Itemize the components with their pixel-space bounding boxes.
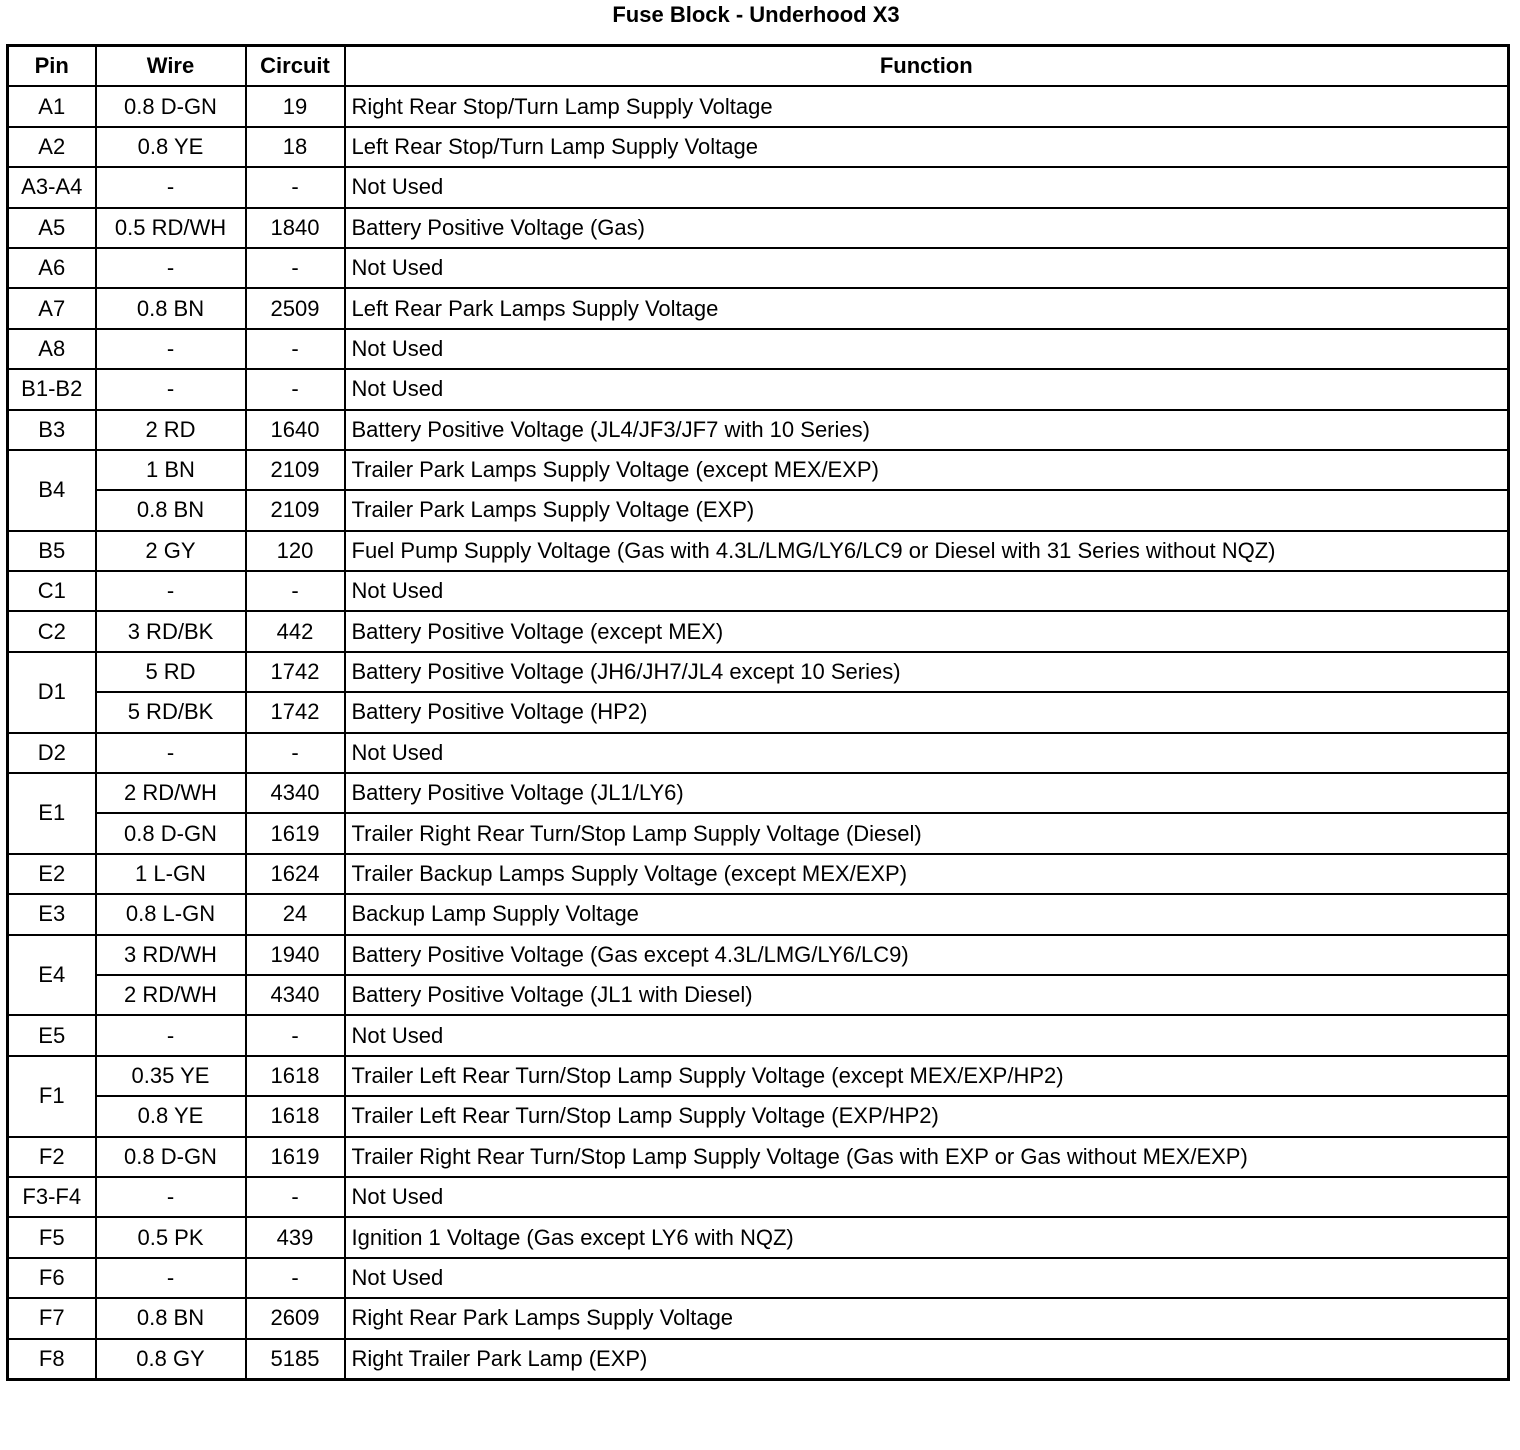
wire-cell: - — [96, 1177, 246, 1217]
circuit-cell: 1619 — [246, 1137, 345, 1177]
table-row — [8, 1096, 1509, 1136]
header-function: Function — [345, 46, 1509, 87]
pin-cell: B3 — [8, 410, 96, 450]
table-row — [8, 531, 1509, 571]
function-cell: Fuel Pump Supply Voltage (Gas with 4.3L/LMG/LY6/LC9 or Diesel with 31 Series without NQZ) — [345, 531, 1509, 571]
function-cell: Not Used — [345, 571, 1509, 611]
table-row — [8, 733, 1509, 773]
pin-cell: D2 — [8, 733, 96, 773]
table-row — [8, 571, 1509, 611]
pin-cell: F6 — [8, 1258, 96, 1298]
function-cell: Battery Positive Voltage (Gas except 4.3L/LMG/LY6/LC9) — [345, 935, 1509, 975]
circuit-cell: 19 — [246, 86, 345, 126]
wire-cell: - — [96, 733, 246, 773]
pin-cell: F2 — [8, 1137, 96, 1177]
function-cell: Battery Positive Voltage (HP2) — [345, 692, 1509, 732]
wire-cell: 0.8 D-GN — [96, 86, 246, 126]
table-row — [8, 450, 1509, 490]
function-cell: Trailer Left Rear Turn/Stop Lamp Supply Voltage (EXP/HP2) — [345, 1096, 1509, 1136]
function-cell: Backup Lamp Supply Voltage — [345, 894, 1509, 934]
pin-cell: B4 — [8, 450, 96, 531]
wire-cell: 2 GY — [96, 531, 246, 571]
circuit-cell: 1618 — [246, 1096, 345, 1136]
circuit-cell: 1640 — [246, 410, 345, 450]
pin-cell: F8 — [8, 1339, 96, 1380]
circuit-cell: 1742 — [246, 692, 345, 732]
wire-cell: - — [96, 1258, 246, 1298]
table-row — [8, 813, 1509, 853]
wire-cell: 3 RD/WH — [96, 935, 246, 975]
wire-cell: - — [96, 1015, 246, 1055]
wire-cell: - — [96, 369, 246, 409]
pin-cell: A2 — [8, 127, 96, 167]
table-row — [8, 1217, 1509, 1257]
pin-cell: E5 — [8, 1015, 96, 1055]
function-cell: Battery Positive Voltage (JL4/JF3/JF7 with 10 Series) — [345, 410, 1509, 450]
connector-pinout-table — [6, 44, 1510, 1381]
circuit-cell: 1840 — [246, 208, 345, 248]
function-cell: Not Used — [345, 248, 1509, 288]
wire-cell: 0.5 RD/WH — [96, 208, 246, 248]
wire-cell: 2 RD/WH — [96, 773, 246, 813]
function-cell: Battery Positive Voltage (Gas) — [345, 208, 1509, 248]
wire-cell: - — [96, 329, 246, 369]
circuit-cell: 1624 — [246, 854, 345, 894]
function-cell: Ignition 1 Voltage (Gas except LY6 with NQZ) — [345, 1217, 1509, 1257]
wire-cell: 5 RD/BK — [96, 692, 246, 732]
wire-cell: - — [96, 167, 246, 207]
wire-cell: 2 RD/WH — [96, 975, 246, 1015]
wire-cell: 2 RD — [96, 410, 246, 450]
wire-cell: 1 BN — [96, 450, 246, 490]
circuit-cell: - — [246, 1258, 345, 1298]
circuit-cell: 2509 — [246, 288, 345, 328]
wire-cell: - — [96, 571, 246, 611]
circuit-cell: 1618 — [246, 1056, 345, 1096]
function-cell: Trailer Right Rear Turn/Stop Lamp Supply Voltage (Diesel) — [345, 813, 1509, 853]
pin-cell: E3 — [8, 894, 96, 934]
table-row — [8, 167, 1509, 207]
circuit-cell: 1619 — [246, 813, 345, 853]
circuit-cell: - — [246, 1177, 345, 1217]
circuit-cell: 18 — [246, 127, 345, 167]
pin-cell: A6 — [8, 248, 96, 288]
pin-cell: C1 — [8, 571, 96, 611]
table-row — [8, 86, 1509, 126]
table-row — [8, 935, 1509, 975]
pin-cell: B1-B2 — [8, 369, 96, 409]
wire-cell: 0.8 BN — [96, 1298, 246, 1338]
function-cell: Trailer Park Lamps Supply Voltage (except MEX/EXP) — [345, 450, 1509, 490]
pin-cell: E2 — [8, 854, 96, 894]
wire-cell: 1 L-GN — [96, 854, 246, 894]
document-title: Fuse Block - Underhood X3 — [612, 2, 900, 27]
table-row — [8, 329, 1509, 369]
function-cell: Not Used — [345, 167, 1509, 207]
wire-cell: - — [96, 248, 246, 288]
pin-cell: F3-F4 — [8, 1177, 96, 1217]
circuit-cell: 4340 — [246, 975, 345, 1015]
circuit-cell: 24 — [246, 894, 345, 934]
function-cell: Left Rear Stop/Turn Lamp Supply Voltage — [345, 127, 1509, 167]
pin-cell: F7 — [8, 1298, 96, 1338]
wire-cell: 0.8 GY — [96, 1339, 246, 1380]
header-wire: Wire — [96, 46, 246, 87]
circuit-cell: - — [246, 369, 345, 409]
function-cell: Trailer Park Lamps Supply Voltage (EXP) — [345, 490, 1509, 530]
pin-cell: A8 — [8, 329, 96, 369]
table-row — [8, 1056, 1509, 1096]
pin-cell: A7 — [8, 288, 96, 328]
circuit-cell: - — [246, 167, 345, 207]
table-row — [8, 1298, 1509, 1338]
circuit-cell: 120 — [246, 531, 345, 571]
table-row — [8, 894, 1509, 934]
pin-cell: C2 — [8, 611, 96, 651]
table-row — [8, 1137, 1509, 1177]
table-row — [8, 773, 1509, 813]
table-row — [8, 288, 1509, 328]
pin-cell: A5 — [8, 208, 96, 248]
table-row — [8, 1258, 1509, 1298]
circuit-cell: 1742 — [246, 652, 345, 692]
circuit-cell: 439 — [246, 1217, 345, 1257]
wire-cell: 0.8 BN — [96, 288, 246, 328]
table-row — [8, 410, 1509, 450]
function-cell: Not Used — [345, 1015, 1509, 1055]
table-row — [8, 975, 1509, 1015]
table-row — [8, 1177, 1509, 1217]
function-cell: Battery Positive Voltage (JL1 with Diesel) — [345, 975, 1509, 1015]
circuit-cell: 2109 — [246, 450, 345, 490]
function-cell: Not Used — [345, 369, 1509, 409]
function-cell: Battery Positive Voltage (JL1/LY6) — [345, 773, 1509, 813]
wire-cell: 0.8 YE — [96, 1096, 246, 1136]
table-row — [8, 208, 1509, 248]
function-cell: Not Used — [345, 733, 1509, 773]
function-cell: Trailer Left Rear Turn/Stop Lamp Supply Voltage (except MEX/EXP/HP2) — [345, 1056, 1509, 1096]
function-cell: Trailer Right Rear Turn/Stop Lamp Supply Voltage (Gas with EXP or Gas without MEX/EXP) — [345, 1137, 1509, 1177]
circuit-cell: - — [246, 1015, 345, 1055]
function-cell: Left Rear Park Lamps Supply Voltage — [345, 288, 1509, 328]
header-pin: Pin — [8, 46, 96, 87]
circuit-cell: 4340 — [246, 773, 345, 813]
function-cell: Not Used — [345, 1177, 1509, 1217]
function-cell: Trailer Backup Lamps Supply Voltage (except MEX/EXP) — [345, 854, 1509, 894]
table-row — [8, 854, 1509, 894]
header-circuit: Circuit — [246, 46, 345, 87]
function-cell: Right Trailer Park Lamp (EXP) — [345, 1339, 1509, 1380]
wire-cell: 0.8 D-GN — [96, 813, 246, 853]
wire-cell: 5 RD — [96, 652, 246, 692]
function-cell: Right Rear Stop/Turn Lamp Supply Voltage — [345, 86, 1509, 126]
wire-cell: 0.35 YE — [96, 1056, 246, 1096]
table-row — [8, 652, 1509, 692]
wire-cell: 0.8 YE — [96, 127, 246, 167]
wire-cell: 0.5 PK — [96, 1217, 246, 1257]
table-row — [8, 611, 1509, 651]
circuit-cell: 2109 — [246, 490, 345, 530]
wire-cell: 0.8 D-GN — [96, 1137, 246, 1177]
circuit-cell: 5185 — [246, 1339, 345, 1380]
circuit-cell: - — [246, 248, 345, 288]
table-row — [8, 490, 1509, 530]
circuit-cell: - — [246, 571, 345, 611]
pin-cell: E4 — [8, 935, 96, 1016]
table-row — [8, 1339, 1509, 1380]
table-row — [8, 127, 1509, 167]
wire-cell: 0.8 BN — [96, 490, 246, 530]
pin-cell: F5 — [8, 1217, 96, 1257]
circuit-cell: 1940 — [246, 935, 345, 975]
table-row — [8, 248, 1509, 288]
wire-cell: 0.8 L-GN — [96, 894, 246, 934]
pin-cell: A3-A4 — [8, 167, 96, 207]
circuit-cell: - — [246, 733, 345, 773]
circuit-cell: 2609 — [246, 1298, 345, 1338]
pin-cell: B5 — [8, 531, 96, 571]
wire-cell: 3 RD/BK — [96, 611, 246, 651]
pin-cell: F1 — [8, 1056, 96, 1137]
table-row — [8, 1015, 1509, 1055]
function-cell: Not Used — [345, 329, 1509, 369]
function-cell: Right Rear Park Lamps Supply Voltage — [345, 1298, 1509, 1338]
function-cell: Battery Positive Voltage (except MEX) — [345, 611, 1509, 651]
table-row — [8, 369, 1509, 409]
function-cell: Not Used — [345, 1258, 1509, 1298]
pin-cell: A1 — [8, 86, 96, 126]
pin-cell: D1 — [8, 652, 96, 733]
table-body — [8, 86, 1509, 1379]
function-cell: Battery Positive Voltage (JH6/JH7/JL4 except 10 Series) — [345, 652, 1509, 692]
pin-cell: E1 — [8, 773, 96, 854]
circuit-cell: - — [246, 329, 345, 369]
table-header-row — [8, 46, 1509, 87]
table-row — [8, 692, 1509, 732]
circuit-cell: 442 — [246, 611, 345, 651]
